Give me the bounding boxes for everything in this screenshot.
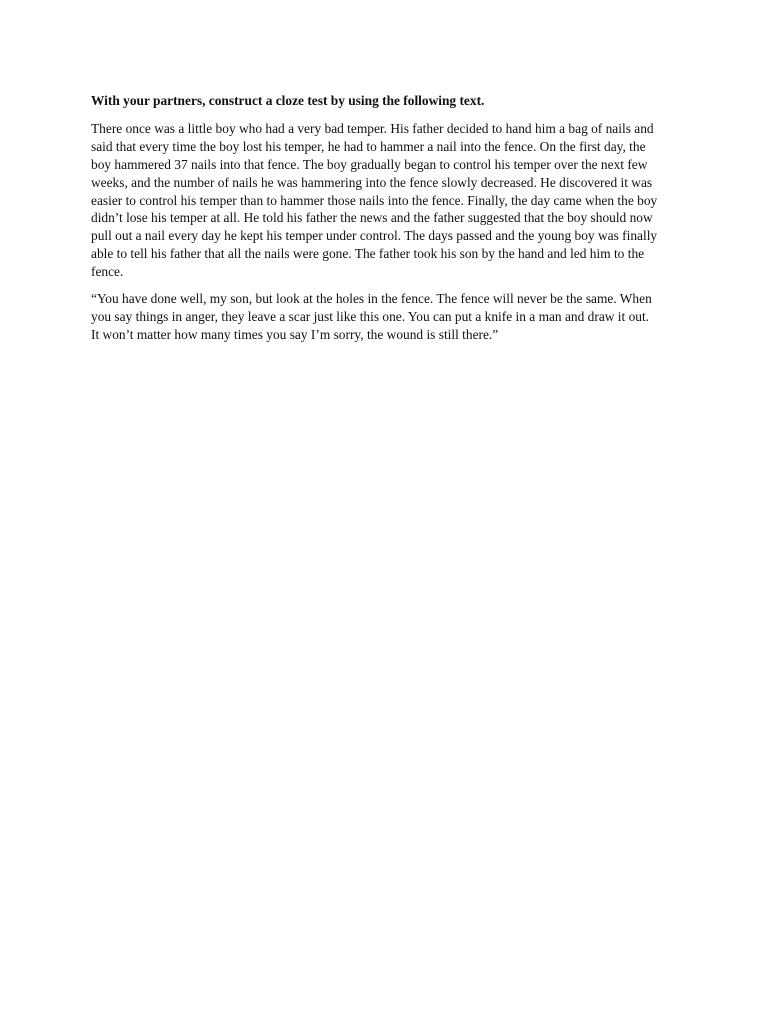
- paragraph-line: weeks, and the number of nails he was hammering into the fence slowly decreased. He discovered it was: [91, 174, 653, 190]
- instruction-heading: With your partners, construct a cloze test by using the following text.: [91, 93, 485, 108]
- story-paragraph: [91, 120, 681, 281]
- paragraph-line: It won’t matter how many times you say I’m sorry, the wound is still there.”: [91, 326, 499, 342]
- paragraph-line: able to tell his father that all the nails were gone. The father took his son by the hand and led him to the: [91, 246, 645, 262]
- paragraph-line: “You have done well, my son, but look at the holes in the fence. The fence will never be the same. When: [91, 291, 652, 307]
- paragraph-line: fence.: [91, 264, 124, 280]
- paragraph-line: said that every time the boy lost his temper, he had to hammer a nail into the fence. On the first day, the: [91, 138, 646, 154]
- document-body: [91, 92, 681, 353]
- quote-paragraph: [91, 290, 681, 344]
- paragraph-line: boy hammered 37 nails into that fence. The boy gradually began to control his temper over the next few: [91, 156, 648, 172]
- paragraph-line: you say things in anger, they leave a scar just like this one. You can put a knife in a man and draw it out.: [91, 308, 650, 324]
- paragraph-line: There once was a little boy who had a very bad temper. His father decided to hand him a bag of nails and: [91, 120, 654, 136]
- paragraph-line: pull out a nail every day he kept his temper under control. The days passed and the young boy was finally: [91, 228, 658, 244]
- paragraph-line: didn’t lose his temper at all. He told his father the news and the father suggested that the boy should now: [91, 210, 653, 226]
- paragraph-line: easier to control his temper than to hammer those nails into the fence. Finally, the day came when the boy: [91, 192, 658, 208]
